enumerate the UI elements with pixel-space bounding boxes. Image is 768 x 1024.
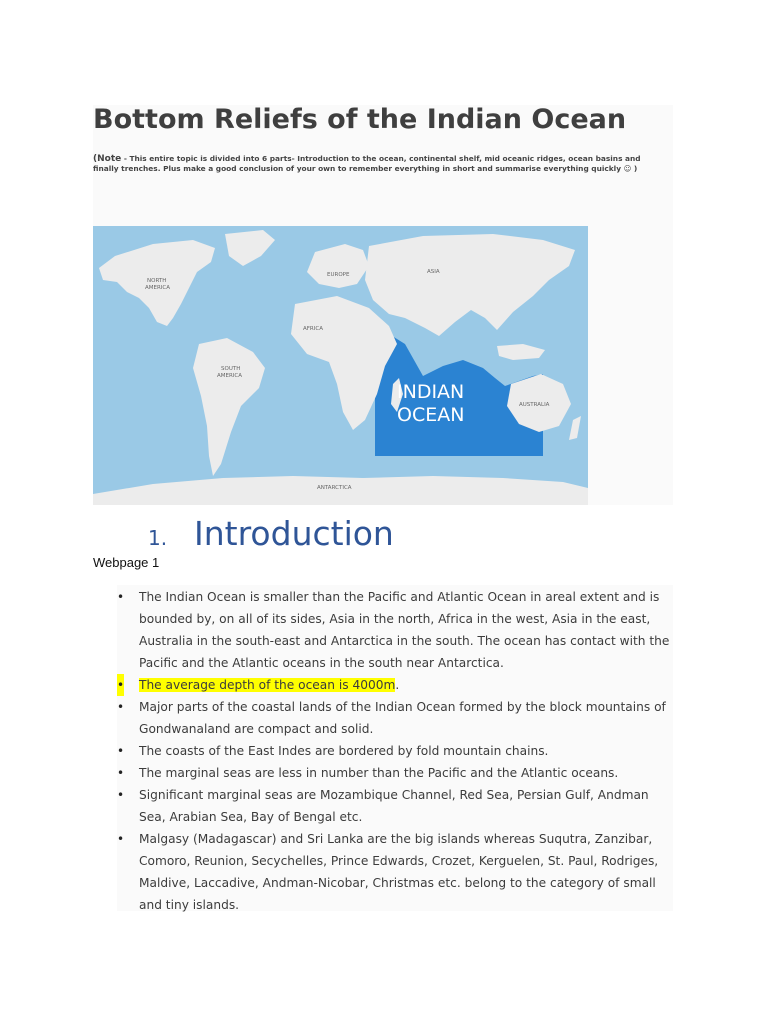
list-item: • Significant marginal seas are Mozambique Channel, Red Sea, Persian Gulf, Andman Sea, Arabian Sea, Bay of Bengal etc.: [117, 784, 673, 828]
note-paragraph: [93, 154, 663, 173]
map-label-africa: AFRICA: [303, 326, 323, 332]
bullet-list: [117, 586, 673, 916]
list-item-highlighted: [117, 674, 673, 696]
world-map-svg: [93, 226, 588, 505]
map-label-antarctica: ANTARCTICA: [317, 485, 352, 491]
map-label-asia: ASIA: [427, 269, 440, 275]
note-label: (Note: [93, 154, 122, 164]
map-label-north-america-2: AMERICA: [145, 285, 171, 291]
note-text: - This entire topic is divided into 6 parts- Introduction to the ocean, continental shelf, mid oceanic ridges, ocean basins and finally trenches. Plus make a good conclusion of your own to remember everything in short and summarise everything quickly ☺ ): [93, 154, 641, 173]
list-item: • The Indian Ocean is smaller than the Pacific and Atlantic Ocean in areal extent and is bounded by, on all of its sides, Asia in the north, Africa in the west, Asia in the east, Australia in the south-east and Antarctica in the south. The ocean has contact with the Pacific and the Atlantic oceans in the south near Antarctica.: [117, 586, 673, 674]
list-item: • The coasts of the East Indes are bordered by fold mountain chains.: [117, 740, 673, 762]
map-label-australia: AUSTRALIA: [519, 402, 550, 408]
map-label-south-america-1: SOUTH: [221, 366, 241, 372]
map-label-europe: EUROPE: [327, 272, 350, 278]
map-label-north-america-1: NORTH: [147, 278, 167, 284]
section-title: Introduction: [194, 514, 394, 553]
sentence-period: .: [395, 678, 400, 692]
highlighted-text: The average depth of the ocean is 4000m: [139, 678, 396, 692]
map-label-ocean: OCEAN: [397, 404, 465, 426]
section-number: 1.: [148, 526, 168, 550]
world-map-image: [93, 226, 588, 505]
list-item: • Major parts of the coastal lands of the Indian Ocean formed by the block mountains of Gondwanaland are compact and solid.: [117, 696, 673, 740]
list-item: • Malgasy (Madagascar) and Sri Lanka are the big islands whereas Suqutra, Zanzibar, Comoro, Reunion, Secychelles, Prince Edwards, Crozet, Kerguelen, St. Paul, Rodriges, Maldive, Laccadive, Andman-Nicobar, Christmas etc. belong to the category of small and tiny islands.: [117, 828, 673, 916]
section-heading: [148, 512, 394, 556]
map-label-indian: INDIAN: [397, 381, 465, 403]
source-label: Webpage 1: [93, 555, 160, 570]
page-title: Bottom Reliefs of the Indian Ocean: [93, 104, 627, 135]
list-item: • The marginal seas are less in number than the Pacific and the Atlantic oceans.: [117, 762, 673, 784]
map-label-south-america-2: AMERICA: [217, 373, 243, 379]
